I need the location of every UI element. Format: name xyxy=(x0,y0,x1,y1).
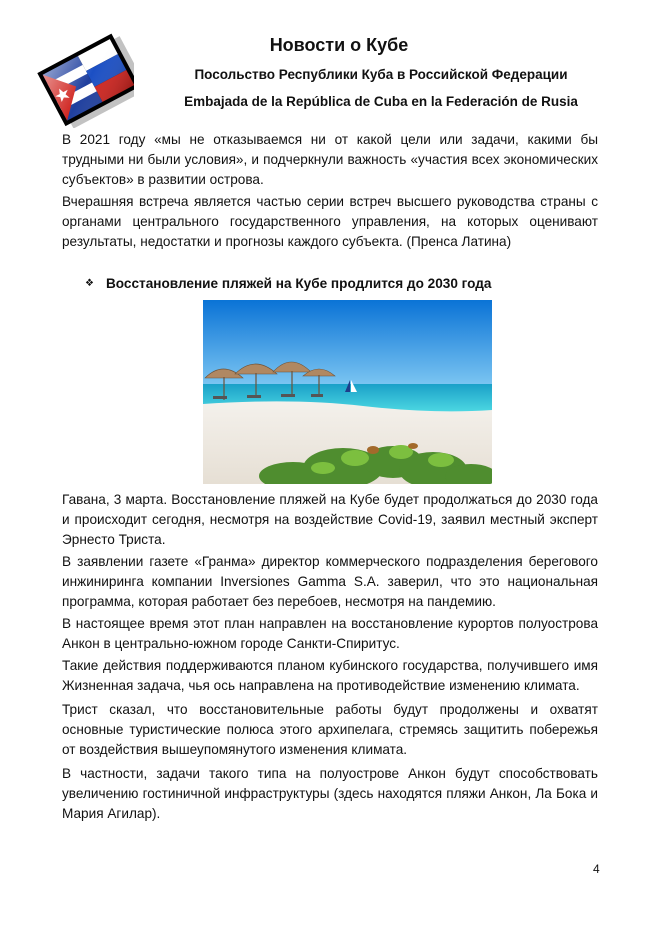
article-paragraph-4: Такие действия поддерживаются планом кубинского государства, получившего имя Жизненная задача, чья ось направлена на противодействие изменению климата. xyxy=(62,658,598,693)
paragraph-top-2: Вчерашняя встреча является частью серии встреч высшего руководства страны с органами центрального государственного управления, на которых оценивают результаты, недостатки и прогнозы каждого субъекта. (Пренса Латина) xyxy=(62,194,598,249)
embassy-name-russian: Посольство Республики Куба в Российской Федерации xyxy=(194,67,568,82)
embassy-name-spanish: Embajada de la República de Cuba en la Federación de Rusia xyxy=(184,94,578,109)
article-heading-text: Восстановление пляжей на Кубе продлится до 2030 года xyxy=(105,276,492,291)
newsletter-title: Новости о Кубе xyxy=(269,35,409,55)
beach-photo xyxy=(203,300,492,484)
article-paragraph-5: Трист сказал, что восстановительные работы будут продолжены и охватят основные туристические полюса этого архипелага, стремясь защитить побережья от воздействия вышеупомянутого изменения климата. xyxy=(62,702,598,757)
page-number: 4 xyxy=(593,862,600,876)
paragraph-top-1: В 2021 году «мы не отказываемся ни от какой цели или задачи, какими бы трудными ни были условия», и подчеркнули важность «участия всех экономических субъектов» в развитии острова. xyxy=(62,132,598,187)
article-paragraph-6: В частности, задачи такого типа на полуострове Анкон будут способствовать увеличению гостиничной инфраструктуры (здесь находятся пляжи Анкон, Ла Бока и Мария Агилар). xyxy=(62,766,598,821)
article-paragraph-2: В заявлении газете «Гранма» директор коммерческого подразделения берегового инжиниринга компании Inversiones Gamma S.A. заверил, что это национальная программа, которая работает без перебоев, несмотря на пандемию. xyxy=(62,554,598,609)
article-paragraph-1: Гавана, 3 марта. Восстановление пляжей на Кубе будет продолжаться до 2030 года и происходит сегодня, несмотря на воздействие Covid-19, заявил местный эксперт Эрнесто Триста. xyxy=(62,492,598,547)
bullet-diamond-icon: ❖ xyxy=(85,278,94,289)
article-paragraph-3: В настоящее время этот план направлен на восстановление курортов полуострова Анкон в центрально-южном городе Санкти-Спиритус. xyxy=(62,616,598,651)
article-heading xyxy=(85,276,491,291)
